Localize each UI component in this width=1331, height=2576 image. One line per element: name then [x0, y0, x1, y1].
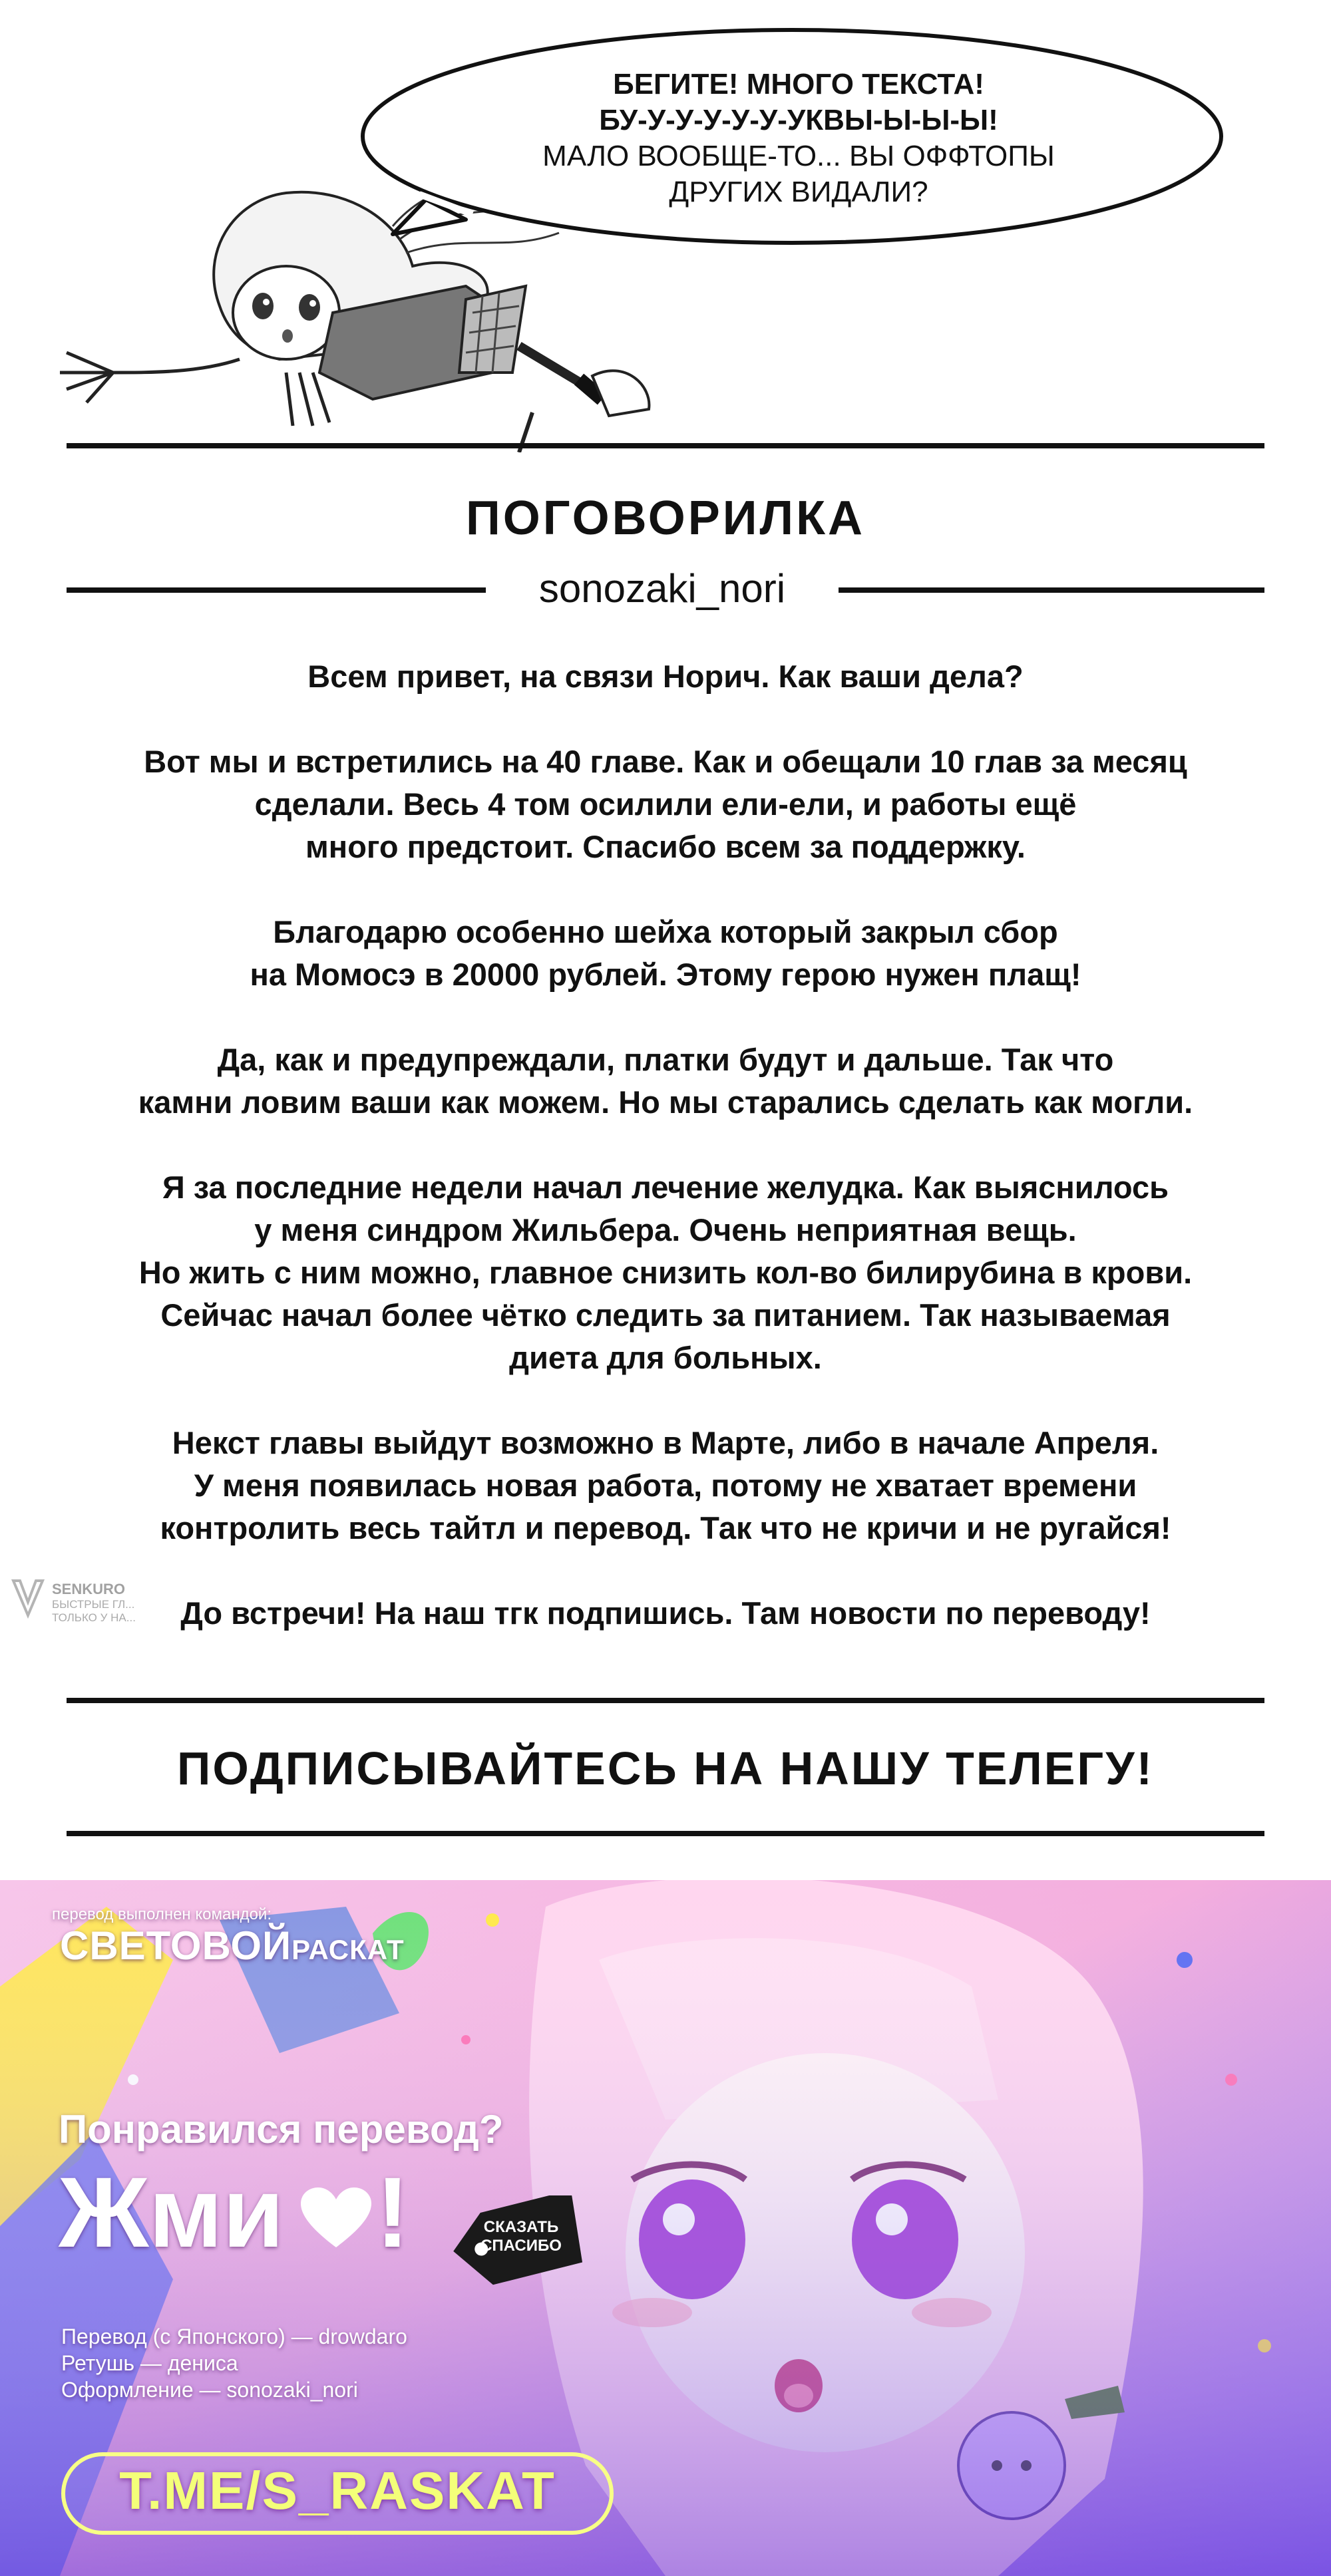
text-line: До встречи! На наш тгк подпишись. Там новости по переводу!: [180, 1595, 1151, 1631]
text-line: Всем привет, на связи Норич. Как ваши дела?: [307, 659, 1024, 694]
afterword-message: [67, 655, 1264, 1677]
text-line: У меня появилась новая работа, потому не хватает времени: [194, 1468, 1137, 1503]
text-line: диета для больных.: [509, 1340, 822, 1375]
bubble-line-4: ДРУГИХ ВИДАЛИ?: [669, 176, 928, 208]
text-line: на Момосэ в 20000 рублей. Этому герою нужен плащ!: [250, 957, 1081, 992]
bubble-line-1: БЕГИТЕ! МНОГО ТЕКСТА!: [613, 68, 984, 100]
paragraph-1: [67, 655, 1264, 698]
team-name: [60, 1923, 405, 1969]
credit-translation: Перевод (с Японского) — drowdaro: [61, 2325, 407, 2348]
team-name-tail: РАСКАТ: [291, 1934, 405, 1965]
text-line: у меня синдром Жильбера. Очень неприятная вещь.: [254, 1212, 1077, 1247]
like-question: Понравился перевод?: [59, 2107, 504, 2152]
text-line: контролить весь тайтл и перевод. Так что не кричи и не ругайся!: [160, 1510, 1171, 1545]
text-line: много предстоит. Спасибо всем за поддержку.: [305, 829, 1026, 864]
credits-banner: [0, 1880, 1331, 2576]
watermark-tagline: БЫСТРЫЕ ГЛ... ТОЛЬКО У НА...: [52, 1598, 136, 1624]
bubble-text: [373, 67, 1225, 210]
divider-top: [67, 443, 1264, 448]
watermark-name: SENKURO: [52, 1581, 126, 1597]
paragraph-4: [67, 1039, 1264, 1124]
credit-design: Оформление — sonozaki_nori: [61, 2378, 358, 2402]
text-line: камни ловим ваши как можем. Но мы старались сделать как могли.: [138, 1084, 1193, 1120]
section-title: ПОГОВОРИЛКА: [465, 492, 866, 545]
paragraph-5: [67, 1166, 1264, 1379]
press-exclamation: !: [376, 2156, 409, 2268]
text-line: Да, как и предупреждали, платки будут и дальше. Так что: [217, 1042, 1114, 1077]
credit-retouch: Ретушь — дениса: [61, 2351, 238, 2375]
text-line: Вот мы и встретились на 40 главе. Как и обещали 10 глав за месяц: [144, 744, 1187, 779]
telegram-link[interactable]: T.ME/S_RASKAT: [119, 2461, 556, 2520]
text-line: Сейчас начал более чётко следить за питанием. Так называемая: [160, 1297, 1171, 1333]
heart-icon[interactable]: [299, 2186, 373, 2253]
text-line: Некст главы выйдут возможно в Марте, либо в начале Апреля.: [172, 1425, 1159, 1460]
author-row: [0, 562, 1331, 615]
text-line: Но жить с ним можно, главное снизить кол-во билирубина в крови.: [138, 1255, 1193, 1290]
text-line: Благодарю особенно шейха который закрыл сбор: [273, 914, 1058, 949]
author-line-right: [839, 587, 1264, 593]
author-name: sonozaki_nori: [538, 566, 786, 611]
subscribe-heading: ПОДПИСЫВАЙТЕСЬ НА НАШУ ТЕЛЕГУ!: [177, 1742, 1154, 1794]
divider-middle: [67, 1698, 1264, 1703]
bubble-line-3: МАЛО ВООБЩЕ-ТО... ВЫ ОФФТОПЫ: [542, 140, 1055, 172]
press-text: Жми: [59, 2156, 284, 2268]
paragraph-6: [67, 1422, 1264, 1549]
text-line: Я за последние недели начал лечение желудка. Как выяснилось: [162, 1170, 1169, 1205]
intro-illustration: [0, 0, 1331, 452]
senkuro-logo-icon: [8, 1575, 48, 1622]
text-line: сделали. Весь 4 том осилили ели-ели, и работы ещё: [254, 786, 1077, 822]
divider-bottom: [67, 1831, 1264, 1836]
bubble-line-2: БУ-У-У-У-У-У-УКВЫ-Ы-Ы-Ы!: [599, 104, 998, 136]
paragraph-2: [67, 740, 1264, 868]
senkuro-watermark: [8, 1575, 154, 1629]
paragraph-7: [67, 1592, 1264, 1635]
team-label: перевод выполнен командой:: [52, 1905, 272, 1923]
paragraph-3: [67, 911, 1264, 996]
say-thanks-label[interactable]: СКАЗАТЬ СПАСИБО: [480, 2218, 562, 2255]
author-line-left: [67, 587, 486, 593]
team-name-main: СВЕТОВОЙ: [60, 1923, 292, 1968]
